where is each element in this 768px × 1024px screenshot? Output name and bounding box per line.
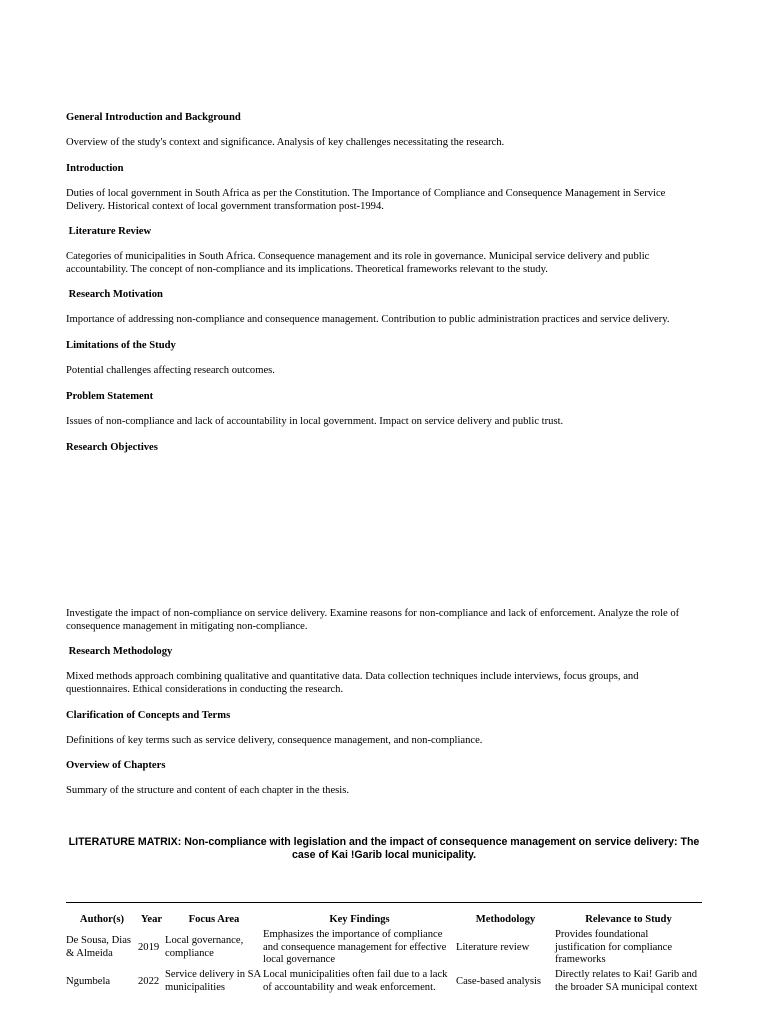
- section-heading-introduction: Introduction: [66, 163, 124, 174]
- cell-relevance: Directly relates to Kai! Garib and the broader SA municipal context: [555, 969, 698, 993]
- table-top-rule: [66, 902, 702, 903]
- section-body-general-introduction: Overview of the study's context and significance. Analysis of key challenges necessitating the research.: [66, 137, 505, 148]
- cell-methodology: Literature review: [456, 941, 530, 953]
- header-relevance: Relevance to Study: [585, 914, 672, 925]
- section-heading-limitations: Limitations of the Study: [66, 340, 176, 351]
- section-heading-problem-statement: Problem Statement: [66, 391, 154, 402]
- header-methodology: Methodology: [475, 914, 536, 925]
- section-body-limitations: Potential challenges affecting research outcomes.: [66, 365, 275, 376]
- table-row: [66, 928, 702, 968]
- section-body-overview-of-chapters: Summary of the structure and content of each chapter in the thesis.: [66, 785, 349, 796]
- literature-matrix-title: LITERATURE MATRIX: Non-compliance with legislation and the impact of consequence management on service delivery: The case of Kai !Garib local municipality.: [68, 836, 700, 861]
- header-key-findings: Key Findings: [329, 914, 390, 925]
- table-row: [66, 968, 702, 996]
- header-focus-area: Focus Area: [188, 914, 240, 925]
- cell-methodology: Case-based analysis: [456, 975, 542, 987]
- header-authors: Author(s): [79, 914, 125, 925]
- literature-matrix-table: [66, 912, 702, 996]
- cell-relevance: Provides foundational justification for compliance frameworks: [555, 928, 673, 966]
- section-body-research-methodology: Mixed methods approach combining qualitative and quantitative data. Data collection techniques include interviews, focus groups, and questionnaires. Ethical considerations in conducting the research.: [66, 671, 639, 695]
- section-heading-research-methodology: Research Methodology: [66, 646, 173, 657]
- table-header-row: [66, 912, 702, 928]
- section-heading-literature-review: Literature Review: [66, 226, 152, 237]
- cell-focus-area: Service delivery in SA municipalities: [165, 969, 261, 993]
- section-heading-research-motivation: Research Motivation: [66, 289, 163, 300]
- cell-key-findings: Local municipalities often fail due to a lack of accountability and weak enforcement.: [263, 969, 448, 993]
- cell-authors: Ngumbela: [66, 975, 111, 987]
- section-body-clarification: Definitions of key terms such as service delivery, consequence management, and non-compliance.: [66, 735, 483, 746]
- section-heading-general-introduction: General Introduction and Background: [66, 112, 241, 123]
- cell-key-findings: Emphasizes the importance of compliance and consequence management for effective local governance: [263, 928, 447, 966]
- section-body-research-objectives: Investigate the impact of non-compliance on service delivery. Examine reasons for non-compliance and lack of enforcement. Analyze the role of consequence management in mitigating non-compliance.: [66, 608, 680, 632]
- cell-focus-area: Local governance, compliance: [165, 935, 244, 959]
- section-heading-clarification: Clarification of Concepts and Terms: [66, 710, 231, 721]
- section-heading-research-objectives: Research Objectives: [66, 442, 158, 453]
- section-body-introduction: Duties of local government in South Africa as per the Constitution. The Importance of Compliance and Consequence Management in Service Delivery. Historical context of local government transformation post-1994.: [66, 188, 666, 212]
- section-body-problem-statement: Issues of non-compliance and lack of accountability in local government. Impact on service delivery and public trust.: [66, 416, 564, 427]
- section-body-literature-review: Categories of municipalities in South Africa. Consequence management and its role in governance. Municipal service delivery and public accountability. The concept of non-compliance and its implications. Theoretical frameworks relevant to the study.: [66, 251, 650, 275]
- section-body-research-motivation: Importance of addressing non-compliance and consequence management. Contribution to public administration practices and service delivery.: [66, 314, 670, 325]
- cell-year: 2022: [138, 975, 160, 987]
- document-page: [66, 0, 702, 1024]
- cell-authors: De Sousa, Dias & Almeida: [66, 935, 132, 959]
- header-year: Year: [140, 914, 163, 925]
- section-heading-overview-of-chapters: Overview of Chapters: [66, 760, 166, 771]
- cell-year: 2019: [138, 941, 160, 953]
